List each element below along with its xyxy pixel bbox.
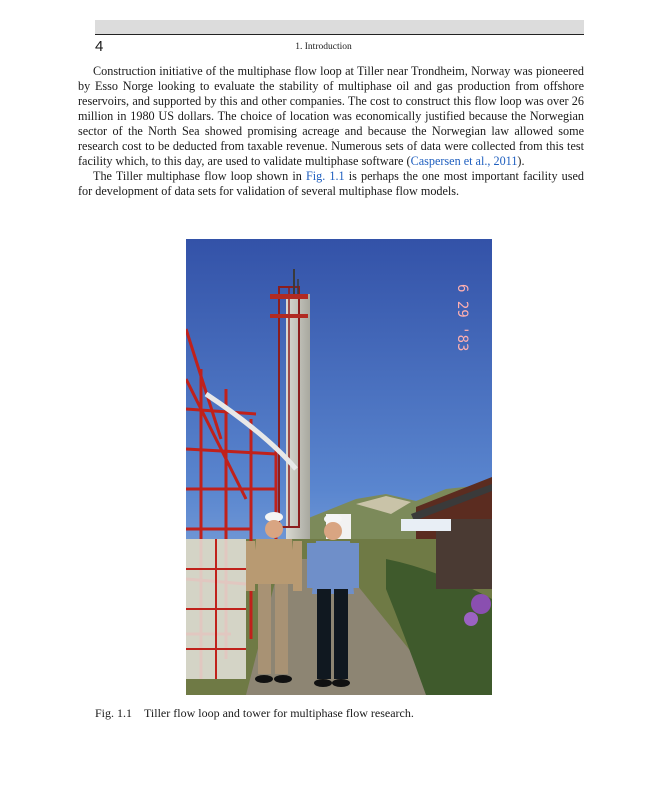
header-band bbox=[95, 20, 584, 34]
caption-text: Tiller flow loop and tower for multiphase flow research. bbox=[144, 706, 414, 720]
citation-link[interactable]: Caspersen et al., 2011 bbox=[410, 154, 518, 168]
figure-ref-link[interactable]: Fig. 1.1 bbox=[305, 169, 345, 183]
paragraph-2-end: is perhaps the one most important facility used for development of data sets for validation of several multiphase flow models. bbox=[78, 169, 584, 198]
page-number: 4 bbox=[95, 38, 104, 55]
header-rule bbox=[95, 34, 584, 35]
paragraph-2-start: The Tiller multiphase flow loop shown in bbox=[93, 169, 306, 183]
caption-label: Fig. 1.1 bbox=[95, 706, 133, 720]
figure-photo bbox=[186, 239, 492, 695]
paragraph-1-end: ). bbox=[517, 154, 525, 168]
body-text bbox=[78, 64, 584, 199]
paragraph-2 bbox=[78, 169, 584, 199]
photo-date-stamp: 6 29 '83 bbox=[454, 284, 470, 352]
paragraph-1 bbox=[78, 64, 584, 169]
figure-caption bbox=[95, 706, 414, 721]
paragraph-1-text: Construction initiative of the multiphase flow loop at Tiller near Trondheim, Norway was pioneered by Esso Norge looking to evaluate the stability of multiphase oil and gas production from offshore reservoirs, and supported by this and other companies. The cost to construct this flow loop was over 26 million in 1980 US dollars. The choice of location was economically justified because the Norwegian sector of the North Sea showed promising acreage and because the Norwegian law allowed some research cost to be deducted from taxable revenue. Numerous sets of data were collected from this test facility which, to this day, are used to validate multiphase software ( bbox=[78, 64, 584, 168]
running-head: 1. Introduction bbox=[295, 42, 352, 52]
